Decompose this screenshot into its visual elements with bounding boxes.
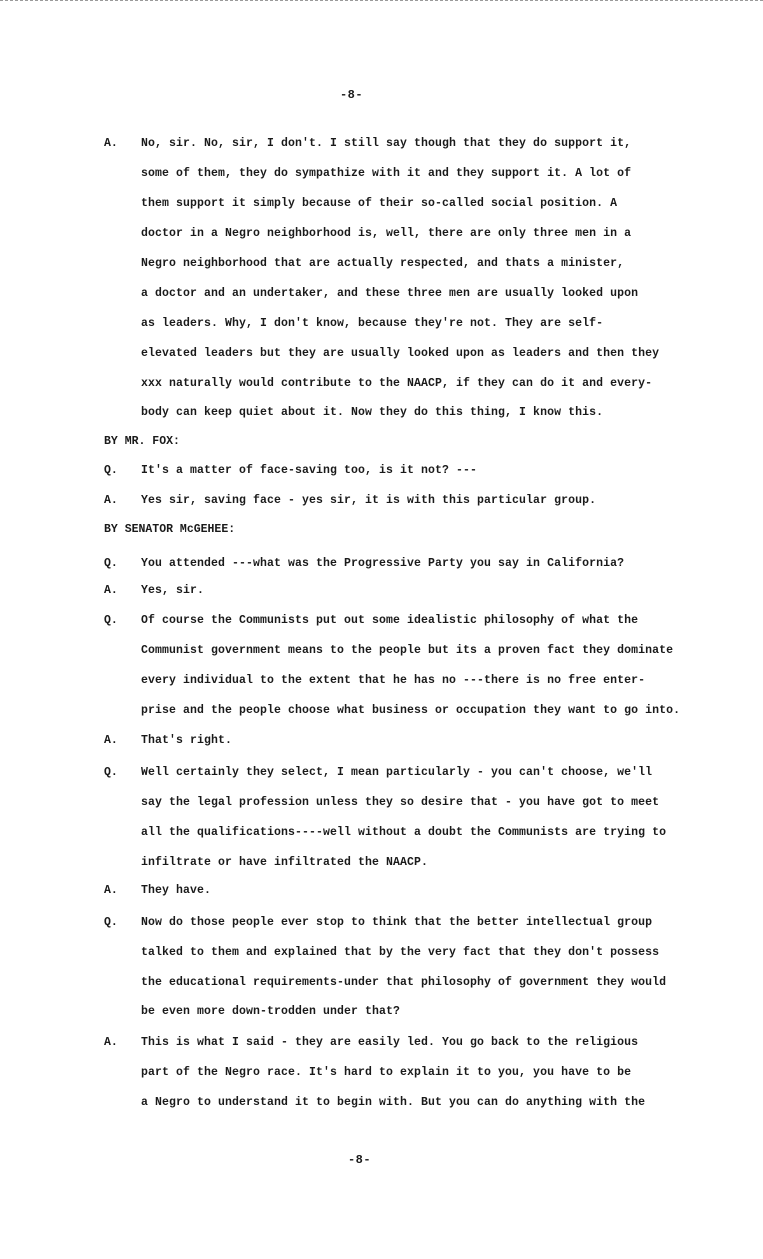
transcript-line: doctor in a Negro neighborhood is, well, there are only three men in a (141, 227, 632, 240)
transcript-line: all the qualifications----well without a doubt the Communists are trying to (141, 826, 667, 839)
answer-label: A. (104, 1036, 118, 1049)
transcript-line: Of course the Communists put out some idealistic philosophy of what the (141, 614, 639, 627)
transcript-line: a doctor and an undertaker, and these three men are usually looked upon (141, 287, 639, 300)
answer-label: A. (104, 734, 118, 747)
transcript-line: prise and the people choose what business or occupation they want to go into. (141, 704, 681, 717)
transcript-line: Communist government means to the people but its a proven fact they dominate (141, 644, 674, 657)
transcript-line: as leaders. Why, I don't know, because they're not. They are self- (141, 317, 604, 330)
transcript-line: talked to them and explained that by the very fact that they don't possess (141, 946, 660, 959)
question-label: Q. (104, 557, 118, 570)
page-top-border (0, 0, 763, 1)
transcript-line: be even more down-trodden under that? (141, 1005, 401, 1018)
answer-label: A. (104, 494, 118, 507)
transcript-line: Now do those people ever stop to think that the better intellectual group (141, 916, 653, 929)
transcript-line: Negro neighborhood that are actually respected, and thats a minister, (141, 257, 625, 270)
question-label: Q. (104, 766, 118, 779)
examiner-heading: BY SENATOR McGEHEE: (104, 523, 236, 536)
transcript-line: It's a matter of face-saving too, is it not? --- (141, 464, 478, 477)
transcript-line: part of the Negro race. It's hard to explain it to you, you have to be (141, 1066, 632, 1079)
page-number-bottom: -8- (347, 1153, 372, 1167)
answer-label: A. (104, 884, 118, 897)
examiner-heading: BY MR. FOX: (104, 435, 180, 448)
transcript-line: That's right. (141, 734, 233, 747)
transcript-line: them support it simply because of their so-called social position. A (141, 197, 618, 210)
transcript-line: Yes, sir. (141, 584, 205, 597)
page-number-top: -8- (339, 88, 364, 102)
transcript-line: elevated leaders but they are usually looked upon as leaders and then they (141, 347, 660, 360)
transcript-line: Yes sir, saving face - yes sir, it is with this particular group. (141, 494, 597, 507)
transcript-line: You attended ---what was the Progressive Party you say in California? (141, 557, 625, 570)
transcript-line: This is what I said - they are easily led. You go back to the religious (141, 1036, 639, 1049)
transcript-line: xxx naturally would contribute to the NAACP, if they can do it and every- (141, 377, 653, 390)
transcript-line: They have. (141, 884, 212, 897)
transcript-line: body can keep quiet about it. Now they do this thing, I know this. (141, 406, 604, 419)
transcript-line: some of them, they do sympathize with it and they support it. A lot of (141, 167, 632, 180)
transcript-line: a Negro to understand it to begin with. But you can do anything with the (141, 1096, 646, 1109)
transcript-line: infiltrate or have infiltrated the NAACP. (141, 856, 429, 869)
answer-label: A. (104, 584, 118, 597)
transcript-line: every individual to the extent that he has no ---there is no free enter- (141, 674, 646, 687)
transcript-line: the educational requirements-under that philosophy of government they would (141, 976, 667, 989)
answer-label: A. (104, 137, 118, 150)
question-label: Q. (104, 614, 118, 627)
transcript-line: say the legal profession unless they so desire that - you have got to meet (141, 796, 660, 809)
transcript-line: No, sir. No, sir, I don't. I still say though that they do support it, (141, 137, 632, 150)
question-label: Q. (104, 916, 118, 929)
question-label: Q. (104, 464, 118, 477)
transcript-line: Well certainly they select, I mean particularly - you can't choose, we'll (141, 766, 653, 779)
